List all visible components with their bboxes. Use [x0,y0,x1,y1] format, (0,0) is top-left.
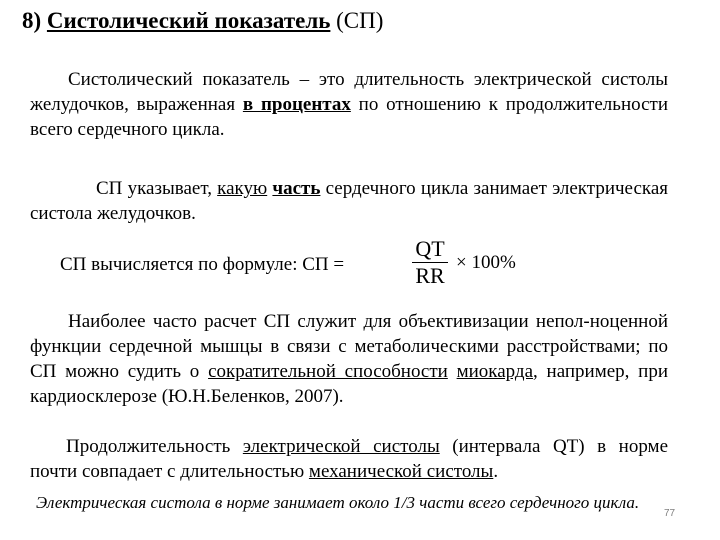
p2-which: какую [217,178,268,199]
title-abbr: (СП) [336,8,384,33]
title-main: Систолический показатель [46,8,331,33]
p1-text-b: по отношению к продолжительности всего сердечного цикла. [30,94,668,140]
formula-multiplier: × 100% [456,252,516,273]
p1-text-a: Систолический показатель – это длительность электрической систолы желудочков, выраженная [30,69,668,115]
formula-fraction [412,236,448,289]
p3-contractility: сократительной способности [208,361,448,382]
p3-myocardium: миокарда [456,361,534,382]
paragraph-definition [30,67,668,142]
p1-emphasis: в процентах [242,94,351,115]
formula-denominator: RR [415,263,445,288]
page-number: 77 [664,508,676,519]
p4-mechanical-systole: механической систолы [308,461,494,482]
p3-text-b: , например, при кардиосклерозе (Ю.Н.Беленков, 2007). [30,361,669,407]
title-number: 8) [22,8,42,33]
paragraph-usage [30,309,668,409]
p4-text-a: Продолжительность [66,436,231,457]
p4-period: . [493,461,499,482]
note-italic: Электрическая систола в норме занимает около 1/3 части всего сердечного цикла. [36,493,640,512]
paragraph-indicates [30,176,668,226]
slide-title [22,8,383,34]
formula-lhs: СП вычисляется по формуле: СП = [60,254,345,275]
p4-electrical-systole: электрической систолы [242,436,440,457]
formula-numerator: QT [412,236,448,263]
p2-part: часть [272,178,321,199]
p2-text-b: сердечного цикла занимает электрическая систола желудочков. [30,178,668,224]
p2-text-a: СП указывает, [96,178,212,199]
p3-text-a: Наиболее часто расчет СП служит для объективизации непол-ноценной функции сердечной мышцы в связи с метаболическими расстройствами; по СП можно судить о [30,311,668,382]
p4-text-b: (интервала QT) в норме почти совпадает с длительностью [30,436,668,482]
paragraph-duration [30,434,668,484]
